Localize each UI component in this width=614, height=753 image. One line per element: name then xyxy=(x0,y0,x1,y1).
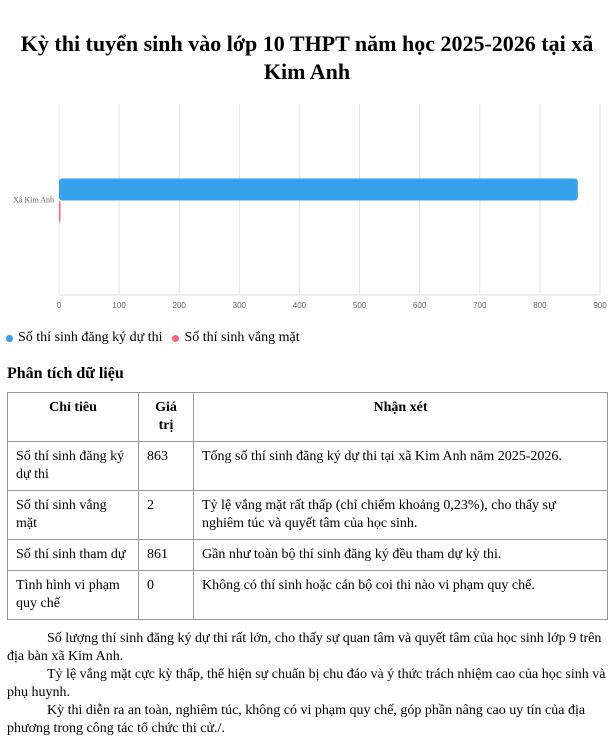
section-title: Phân tích dữ liệu xyxy=(7,365,124,382)
x-tick-label: 800 xyxy=(533,301,547,310)
table-row xyxy=(8,491,608,540)
x-tick-label: 0 xyxy=(56,301,62,310)
summary-paragraph: Số lượng thí sinh đăng ký dự thi rất lớn, cho thấy sự quan tâm và quyết tâm của học sinh lớp 9 trên địa bàn xã Kim Anh. xyxy=(7,631,602,664)
column-header-comment: Nhận xét xyxy=(194,393,608,442)
cell-comment: Tỷ lệ vắng mặt rất thấp (chỉ chiếm khoảng 0,23%), cho thấy sự nghiêm túc và quyết tâm của học sinh. xyxy=(194,491,608,540)
x-tick-label: 700 xyxy=(473,301,487,310)
cell-value: 863 xyxy=(139,442,194,491)
x-tick-label: 400 xyxy=(292,301,307,310)
legend-label-absent: Số thí sinh vắng mặt xyxy=(184,330,300,345)
x-tick-label: 300 xyxy=(232,301,247,310)
table-row xyxy=(8,442,608,491)
bar-chart xyxy=(0,98,614,318)
table-header-row xyxy=(8,393,608,442)
summary-paragraph: Tỷ lệ vắng mặt cực kỳ thấp, thể hiện sự chuẩn bị chu đáo và ý thức trách nhiệm cao của học sinh và phụ huynh. xyxy=(7,667,606,700)
cell-comment: Không có thí sinh hoặc cán bộ coi thi nào vi phạm quy chế. xyxy=(194,571,608,620)
summary-paragraphs xyxy=(7,630,607,738)
cell-comment: Tổng số thí sinh đăng ký dự thi tại xã Kim Anh năm 2025-2026. xyxy=(194,442,608,491)
table-row xyxy=(8,571,608,620)
x-tick-label: 100 xyxy=(112,301,126,310)
x-tick-label: 600 xyxy=(412,301,427,310)
cell-comment: Gần như toàn bộ thí sinh đăng ký đều tham dự kỳ thi. xyxy=(194,540,608,571)
cell-indicator: Số thí sinh đăng ký dự thi xyxy=(8,442,139,491)
cell-value: 0 xyxy=(139,571,194,620)
table-row xyxy=(8,540,608,571)
cell-value: 2 xyxy=(139,491,194,540)
column-header-indicator: Chỉ tiêu xyxy=(8,393,139,442)
cell-indicator: Số thí sinh vắng mặt xyxy=(8,491,139,540)
chart-legend xyxy=(6,330,310,346)
bar-registered xyxy=(59,179,578,201)
analysis-table xyxy=(7,392,608,620)
cell-indicator: Số thí sinh tham dự xyxy=(8,540,139,571)
cell-indicator: Tình hình vi phạm quy chế xyxy=(8,571,139,620)
bar-absent xyxy=(59,201,61,223)
legend-label-registered: Số thí sinh đăng ký dự thi xyxy=(18,330,163,345)
legend-item-registered[interactable] xyxy=(6,330,162,346)
x-tick-label: 200 xyxy=(172,301,186,310)
legend-item-absent[interactable] xyxy=(172,330,299,346)
x-tick-label: 900 xyxy=(593,301,607,310)
page-title: Kỳ thi tuyển sinh vào lớp 10 THPT năm học 2025-2026 tại xã Kim Anh xyxy=(20,31,594,84)
y-category-label: Xã Kim Anh xyxy=(13,195,54,205)
legend-dot-registered xyxy=(6,335,13,342)
x-tick-label: 500 xyxy=(352,301,367,310)
cell-value: 861 xyxy=(139,540,194,571)
summary-paragraph: Kỳ thi diễn ra an toàn, nghiêm túc, không có vi phạm quy chế, góp phần nâng cao uy tín của địa phương trong công tác tổ chức thi cử./. xyxy=(7,703,586,736)
legend-dot-absent xyxy=(172,335,179,342)
column-header-value: Giá trị xyxy=(139,393,194,442)
